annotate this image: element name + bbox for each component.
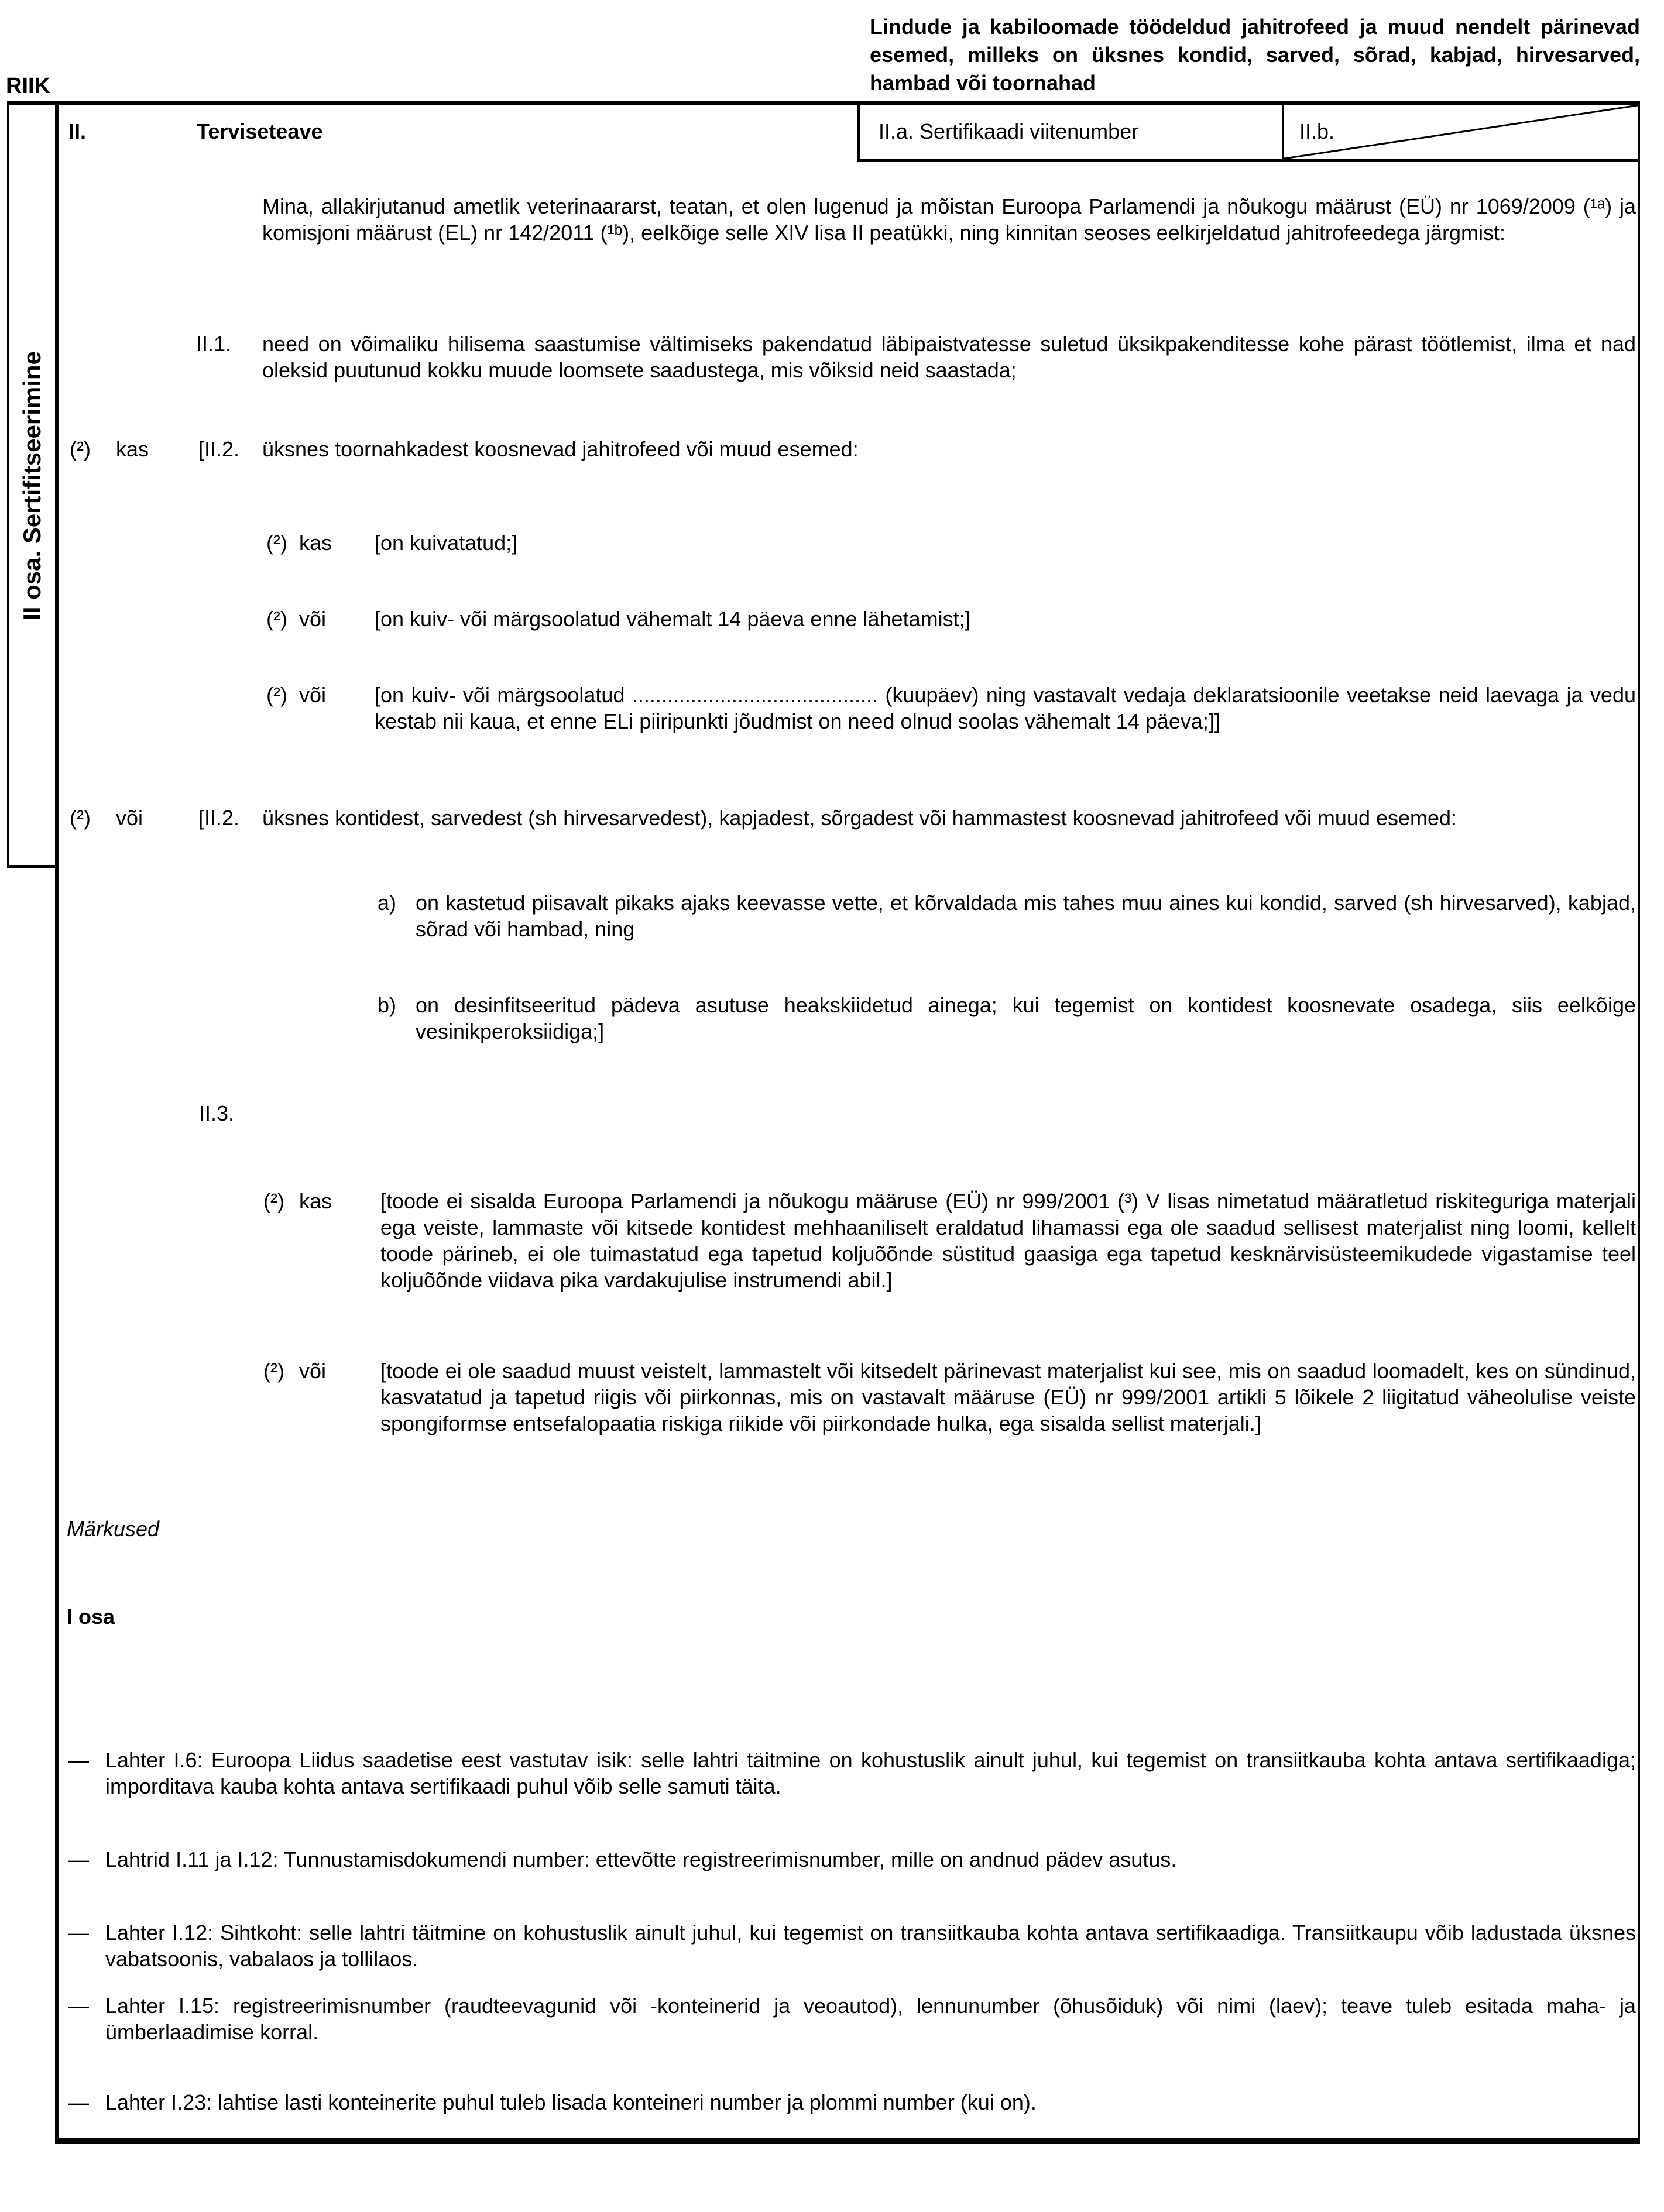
option-word-kas: kas — [299, 1189, 332, 1213]
clause-ii1-text: need on võimaliku hilisema saastumise vältimiseks pakendatud läbipaistvatesse suletud üksikpakenditesse kohe pärast töötlemist, ilma et nad oleksid puutunud kokku muude loomsete saadustega, mis võiksid neid saastada; — [262, 332, 1636, 382]
table-header-row — [59, 105, 1638, 162]
option-word-voi: või — [299, 1359, 327, 1383]
clause-ii2-bones-label: [II.2. — [198, 806, 240, 830]
footnote-2-marker: (²) — [70, 806, 91, 830]
bones-sub-b-text: on desinfitseeritud pädeva asutuse heakskiidetud ainega; kui tegemist on kontidest koosnevate osadega, siis eelkõige vesinikperoksiidiga;] — [416, 993, 1636, 1043]
part-ii-title: Terviseteave — [197, 119, 323, 143]
note-box-i6-text: Lahter I.6: Euroopa Liidus saadetise eest vastutav isik: selle lahtri täitmine on kohustuslik ainult juhul, kui tegemist on transiitkauba kohta antava sertifikaadiga; imporditava kauba kohta antava sertifikaadi puhul võib selle samuti täita. — [105, 1748, 1636, 1798]
hides-option-2-text: [on kuiv- või märgsoolatud vähemalt 14 päeva enne lähetamist;] — [375, 607, 971, 631]
option-word-voi: või — [116, 806, 143, 830]
bones-sub-a-text: on kastetud piisavalt pikaks ajaks keevasse vette, et kõrvaldada mis tahes muu aines kui kondid, sarved (sh hirvesarved), kabjad, sõrad või hambad, ning — [416, 891, 1636, 941]
clause-ii1-label: II.1. — [196, 332, 232, 356]
bones-sub-b-label: b) — [378, 993, 397, 1017]
notes-heading: Märkused — [67, 1517, 160, 1541]
dash-bullet: — — [68, 1748, 89, 1772]
hides-option-1-text: [on kuivatatud;] — [375, 531, 518, 555]
note-boxes-i11-i12-text: Lahtrid I.11 ja I.12: Tunnustamisdokumendi number: ettevõtte registreerimisnumber, mille on andnud pädev asutus. — [105, 1847, 1177, 1871]
iib-label: II.b. — [1299, 119, 1335, 143]
part-i-heading: I osa — [67, 1605, 115, 1629]
declaration-intro-text: Mina, allakirjutanud ametlik veterinaararst, teatan, et olen lugenud ja mõistan Euroopa Parlamendi ja nõukogu määrust (EÜ) nr 1069/2009 (¹ᵃ) ja komisjoni määrust (EL) nr 142/2011 (¹ᵇ), eelkõige selle XIV lisa II peatükki, ning kinnitan seoses eelkirjeldatud jahitrofeedega järgmist: — [262, 194, 1636, 245]
clause-ii2-hides-text: üksnes toornahkadest koosnevad jahitrofeed või muud esemed: — [262, 437, 859, 461]
certificate-table — [55, 101, 1640, 2144]
option-word-kas: kas — [299, 531, 332, 555]
hides-option-3-text: [on kuiv- või märgsoolatud .......................................... (kuupäev) ning vastavalt vedaja deklaratsioonile veetakse neid laevaga ja vedu kestab nii kaua, et enne ELi piiripunkti jõudmist on need olnud soolas vähemalt 14 päeva;]] — [375, 683, 1636, 733]
dash-bullet: — — [68, 1921, 89, 1945]
footnote-2-marker: (²) — [266, 683, 287, 707]
footnote-2-marker: (²) — [70, 437, 91, 461]
clause-ii3-label: II.3. — [199, 1101, 235, 1125]
dash-bullet: — — [68, 1847, 89, 1871]
part-ii-number: II. — [68, 119, 87, 143]
clause-ii2-hides-label: [II.2. — [198, 437, 240, 461]
note-box-i15-text: Lahter I.15: registreerimisnumber (raudteevagunid või -konteinerid ja veoautod), lennunumber (õhusõiduk) või nimi (laev); teave tuleb esitada maha- ja ümberlaadimise korral. — [105, 1994, 1636, 2044]
option-word-kas: kas — [116, 437, 149, 461]
iib-cell — [1282, 105, 1638, 162]
dash-bullet: — — [68, 2090, 89, 2114]
part-ii-side-strip — [7, 101, 55, 868]
note-box-i23-text: Lahter I.23: lahtise lasti konteinerite puhul tuleb lisada konteineri number ja plommi number (kui on). — [105, 2090, 1037, 2114]
certificate-reference-number-label: II.a. Sertifikaadi viitenumber — [879, 119, 1139, 143]
country-label: RIIK — [6, 74, 50, 98]
footnote-2-marker: (²) — [263, 1189, 284, 1213]
certificate-reference-number-cell — [857, 105, 1282, 162]
note-box-i12-text: Lahter I.12: Sihtkoht: selle lahtri täitmine on kohustuslik ainult juhul, kui tegemist on transiitkauba kohta antava sertifikaadiga. Transiitkaupu võib ladustada üksnes vabatsoonis, vabalaos ja tollilaos. — [105, 1921, 1636, 1971]
ii3-option-1-text: [toode ei sisalda Euroopa Parlamendi ja nõukogu määruse (EÜ) nr 999/2001 (³) V lisas nimetatud määratletud riskiteguriga materjali ega veiste, lammaste või kitsede kontidest mehhaaniliselt eraldatud lihamassi ega ole saadud sellisest materjalist ning loomi, kellelt toode pärineb, ei ole tuimastatud ega tapetud koljuõõnde süstitud gaasiga ega tapetud kesknärvisüsteemikudede vigastamise teel koljuõõnde viidava pika vardakujulise instrumendi abil.] — [380, 1189, 1636, 1292]
footnote-2-marker: (²) — [263, 1359, 284, 1383]
ii3-option-2-text: [toode ei ole saadud muust veistelt, lammastelt või kitsedelt pärinevast materjalist kui see, mis on saadud loomadelt, kes on sündinud, kasvatatud ja tapetud riigis või piirkonnas, mis on vastavalt määruse (EÜ) nr 999/2001 artikli 5 lõikele 2 liigitatud väheolulise veiste spongiformse entsefalopaatia riskiga riikide või piirkondade hulka, ega sisalda sellist materjali.] — [380, 1359, 1636, 1435]
diagonal-strike-line — [1284, 105, 1638, 159]
clause-ii2-bones-text: üksnes kontidest, sarvedest (sh hirvesarvedest), kapjadest, sõrgadest või hammastest koosnevad jahitrofeed või muud esemed: — [262, 806, 1457, 830]
footnote-2-marker: (²) — [266, 607, 287, 631]
bones-sub-a-label: a) — [378, 891, 397, 915]
dash-bullet: — — [68, 1994, 89, 2018]
part-ii-side-label: II osa. Sertifitseerimine — [18, 351, 46, 620]
option-word-voi: või — [299, 683, 327, 707]
footnote-2-marker: (²) — [266, 531, 287, 555]
health-information-header-cell — [59, 105, 857, 162]
document-title: Lindude ja kabiloomade töödeldud jahitrofeed ja muud nendelt pärinevad esemed, milleks on üksnes kondid, sarved, sõrad, kabjad, hirvesarved, hambad või toornahad — [870, 15, 1640, 95]
option-word-voi: või — [299, 607, 327, 631]
